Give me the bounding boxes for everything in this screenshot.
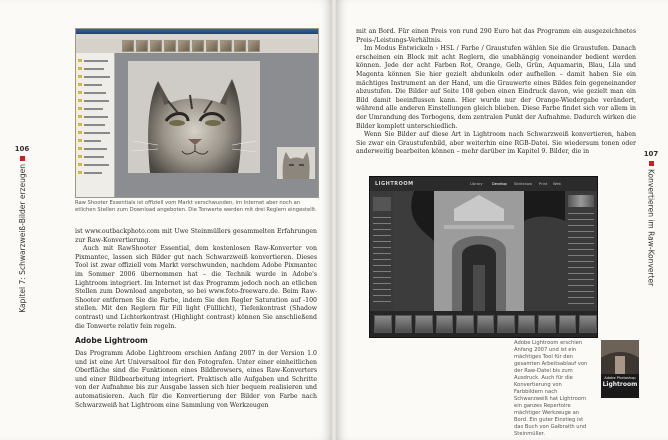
folder-icon <box>78 139 82 142</box>
left-page-number: 106 <box>14 145 30 153</box>
thumbnail <box>136 40 148 52</box>
thumbnail <box>192 40 204 52</box>
rawshooter-caption: Raw Shooter Essentials ist offiziell vom Markt verschwunden, im Internet aber noch an etlichen Stellen zum Download angeboten. Die Tonwerte werden mit drei Reglern eingestellt. <box>75 200 317 213</box>
filmstrip-thumbnail[interactable] <box>456 315 474 333</box>
folder-icon <box>78 59 82 62</box>
filmstrip-thumbnail[interactable] <box>374 315 392 333</box>
folder-icon <box>78 91 82 94</box>
left-page <box>0 0 332 440</box>
module-library[interactable]: Library <box>470 182 483 186</box>
module-print[interactable]: Print <box>539 182 548 186</box>
thumbnail <box>220 40 232 52</box>
filmstrip-thumbnail[interactable] <box>518 315 536 333</box>
book-title-line2: Lightroom <box>602 381 638 388</box>
thumbnail <box>206 40 218 52</box>
thumbnail <box>122 40 134 52</box>
thumbnail <box>248 40 260 52</box>
rawshooter-screenshot <box>75 28 319 198</box>
filmstrip-thumbnail[interactable] <box>497 315 515 333</box>
lightroom-caption: Adobe Lightroom erschien Anfang 2007 und ist ein mächtiges Tool für den gesamten Arbeitsablauf von der Raw-Datei bis zum Ausdruck. Auch für die Konvertierung von Farbbildern nach Schwarzweiß hat Lightroom ein ganzes Repertoire mächtiger Werkzeuge an Bord. Ein guter Einstieg ist das Buch von Galbraith und Steinmüller. <box>514 340 588 437</box>
left-body-text-2 <box>75 350 317 410</box>
church-gate-photo <box>394 191 565 311</box>
module-develop[interactable]: Develop <box>492 182 507 186</box>
module-web[interactable]: Web <box>553 182 561 186</box>
right-page <box>336 0 668 440</box>
lightroom-filmstrip <box>370 311 597 337</box>
image-viewer <box>115 53 318 197</box>
cat-preview-small <box>277 147 315 179</box>
rawshooter-thumbnail-strip <box>76 39 318 53</box>
left-body-text <box>75 228 317 331</box>
lightroom-image-area <box>394 191 565 311</box>
lightroom-right-panel <box>565 191 597 311</box>
filmstrip-thumbnail[interactable] <box>395 315 413 333</box>
filmstrip-thumbnail[interactable] <box>436 315 454 333</box>
left-side-tab <box>14 145 30 313</box>
paragraph: Im Modus Entwickeln › HSL / Farbe / Graustufen wählen Sie die Graustufen. Danach erscheinen ein Block mit acht Reglern, die unabhängig voneinander bedient werden können. Jede der acht Farben Rot, Orange, Gelb, Grün, Aquamarin, Blau, Lila und Magenta können Sie hier gezielt abdunkeln oder aufhellen – damit haben Sie ein mächtiges Instrument an der Hand, um die Grauwerte eines Bildes fein gegeneinander abzustufen. Die Bilder auf Seite 108 geben einen Eindruck davon, wie gezielt man ein Bild damit beeinflussen kann. Hier wurde nur der Orange-Wiedergabe verändert, während alle anderen Einstellungen gleich blieben. Diese Farbe findet sich vor allem in der Umrandung des Torbogens, dem zentralen Punkt der Aufnahme. Dadurch wirken die Bilder komplett unterschiedlich. <box>356 45 636 130</box>
section-heading: Adobe Lightroom <box>75 336 148 345</box>
folder-icon <box>78 123 82 126</box>
folder-icon <box>78 99 82 102</box>
paragraph: mit an Bord. Für einen Preis von rund 290 Euro hat das Programm ein ausgezeichnetes Preis-/Leistungs-Verhältnis. <box>356 28 636 44</box>
folder-icon <box>78 155 82 158</box>
lightroom-screenshot <box>369 176 598 338</box>
book-title-line1: Adobe Photoshop <box>604 376 636 380</box>
chapter-marker <box>649 161 654 166</box>
folder-tree <box>76 53 115 197</box>
thumbnail <box>178 40 190 52</box>
folder-icon <box>78 107 82 110</box>
right-side-tab <box>643 150 659 286</box>
folder-icon <box>78 115 82 118</box>
paragraph: Wenn Sie Bilder auf diese Art in Lightroom nach Schwarzweiß konvertieren, haben Sie zwar ein Graustufenbild, aber weiterhin eine RGB-Datei. Sie wiedersum tonen oder anderweitig bearbeiten können – mehr darüber im Kapitel 9. Bilder, die in <box>356 131 636 156</box>
right-running-head: Konvertieren im Raw-Konverter <box>646 169 656 287</box>
book-cover <box>601 340 639 398</box>
filmstrip-thumbnail[interactable] <box>538 315 556 333</box>
folder-icon <box>78 83 82 86</box>
filmstrip-thumbnail[interactable] <box>579 315 597 333</box>
cat-photo <box>128 61 260 173</box>
thumbnail <box>150 40 162 52</box>
book-title <box>601 376 639 388</box>
paragraph: ist www.outbackphoto.com mit Uwe Steinmüllers gesammelten Erfahrungen zur Raw-Konvertierung. <box>75 228 317 244</box>
paragraph: Auch mit RawShooter Essential, dem kostenlosen Raw-Konverter von Pixmantec, lassen sich Bilder gut nach Schwarzweiß konvertieren. Dieses Tool ist zwar offiziell vom Markt verschwunden, nachdem Adobe Pixmantec im Sommer 2006 übernommen hat – die Technik wurde in Adobe's Lightroom integriert. Im Internet ist das Programm jedoch noch an etlichen Stellen zum Download angeboten, so bei www.foto-freeware.de. Beim Raw-Shooter entfernen Sie die Farbe, indem Sie den Regler Saturation auf -100 stellen. Mit den Reglern für Fill light (Fülllicht), Tiefenkontrast (Shadow contrast) und Lichterkontrast (Highlight contrast) können Sie anschließend die Tonwerte relativ fein regeln. <box>75 245 317 330</box>
thumbnail <box>234 40 246 52</box>
right-page-number: 107 <box>643 150 659 158</box>
book-cover-photo <box>601 340 639 374</box>
module-slideshow[interactable]: Slideshow <box>514 182 533 186</box>
folder-icon <box>78 171 82 174</box>
filmstrip-thumbnail[interactable] <box>559 315 577 333</box>
filmstrip-thumbnail[interactable] <box>415 315 433 333</box>
filmstrip-thumbnail[interactable] <box>477 315 495 333</box>
folder-icon <box>78 67 82 70</box>
folder-icon <box>78 163 82 166</box>
lightroom-logo: LIGHTROOM <box>375 181 414 187</box>
thumbnail <box>164 40 176 52</box>
folder-icon <box>78 131 82 134</box>
left-running-head: Kapitel 7: Schwarzweiß-Bilder erzeugen <box>17 164 27 313</box>
lightroom-left-panel <box>370 191 394 311</box>
right-body-text <box>356 28 636 157</box>
lightroom-top-bar <box>370 177 597 191</box>
paragraph: Das Programm Adobe Lightroom erschien Anfang 2007 in der Version 1.0 und ist eine Art Universaltool für den Fotografen. Unter einer einheitlichen Oberfläche sind die Funktionen eines Bildbrowsers, eines Raw-Konverters und einer Bildbearbeitung integriert. Praktisch alle Aufgaben und Schritte von der Aufnahme bis zur Ausgabe lassen sich hier bequem realisieren und automatisieren. Auch für die Konvertierung der Bilder von Farbe nach Schwarzweiß hat Lightroom eine Sammlung von Werkzeugen <box>75 350 317 409</box>
folder-icon <box>78 75 82 78</box>
chapter-marker <box>20 156 25 161</box>
folder-icon <box>78 147 82 150</box>
